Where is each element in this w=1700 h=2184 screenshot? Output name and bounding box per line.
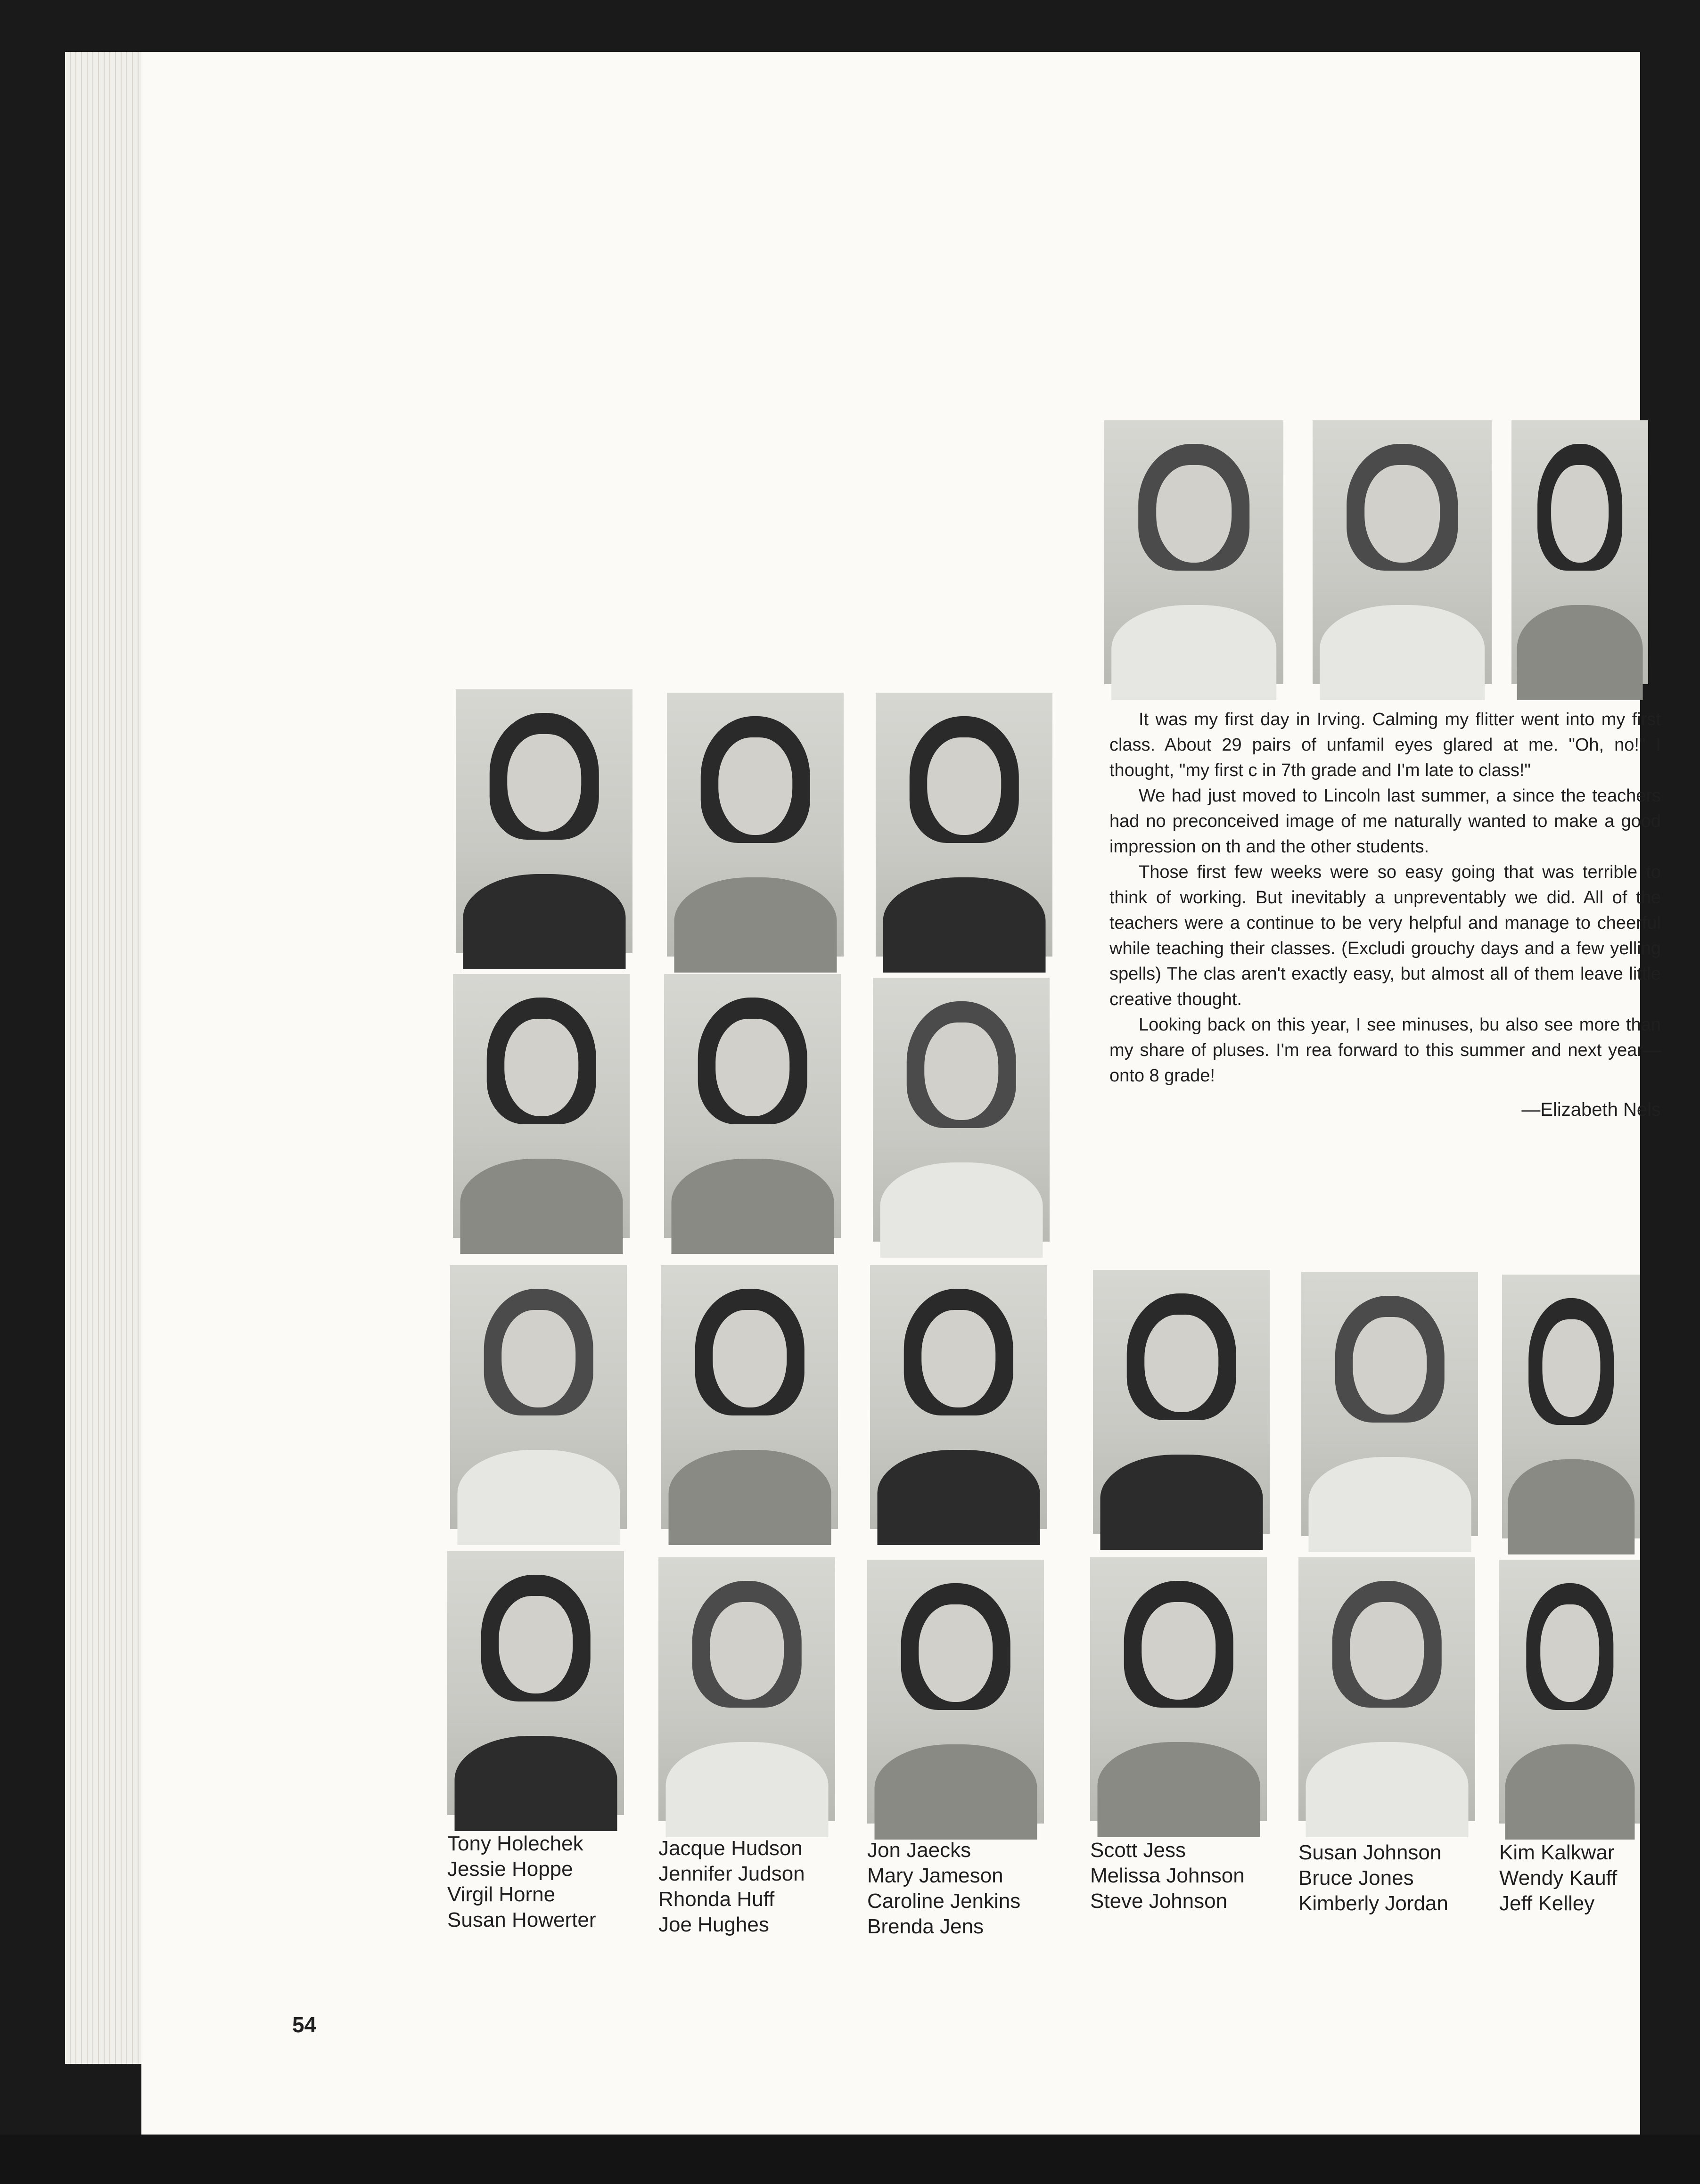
scan-border xyxy=(0,2135,1700,2184)
page-number: 54 xyxy=(292,2012,317,2037)
essay-paragraph: Those first few weeks were so easy going that was terrible to think of working. But inevitably a unpreventably we did. All of the teachers were a continue to be very helpful and manage to cheerful while teaching their classes. (Excludi grouchy days and a few yelling spells) The clas aren't exactly easy, but almost all of them leave little creative thought. xyxy=(1109,862,1661,1009)
student-name: Kimberly Jordan xyxy=(1298,1892,1448,1915)
student-photo xyxy=(450,1265,627,1529)
student-photo xyxy=(1499,1560,1640,1824)
student-name: Bruce Jones xyxy=(1298,1866,1414,1890)
student-name: Caroline Jenkins xyxy=(867,1890,1021,1913)
student-name: Jeff Kelley xyxy=(1499,1892,1595,1915)
name-column xyxy=(1090,1838,1298,1914)
student-photo xyxy=(1313,420,1492,684)
name-column xyxy=(1298,1840,1506,1916)
student-name: Brenda Jens xyxy=(867,1915,984,1938)
student-photo xyxy=(1301,1272,1478,1536)
student-photo xyxy=(1093,1270,1270,1534)
student-photo xyxy=(1298,1557,1475,1821)
student-photo xyxy=(453,974,630,1238)
essay-paragraph: We had just moved to Lincoln last summer, a since the teachers had no preconceived image of me naturally wanted to make a good impression on th and the other students. xyxy=(1109,786,1661,857)
student-name: Virgil Horne xyxy=(447,1883,556,1906)
student-name: Jacque Hudson xyxy=(658,1837,803,1860)
student-name: Wendy Kauff xyxy=(1499,1866,1618,1890)
student-name: Joe Hughes xyxy=(658,1913,769,1936)
student-photo xyxy=(661,1265,838,1529)
student-photo xyxy=(667,693,844,957)
student-photo xyxy=(658,1557,835,1821)
name-column xyxy=(658,1836,866,1938)
student-name: Jessie Hoppe xyxy=(447,1857,573,1881)
student-photo xyxy=(1511,420,1648,684)
essay-paragraph: Looking back on this year, I see minuses, bu also see more than my share of pluses. I'm rea forward to this summer and next year—onto 8 grade! xyxy=(1109,1015,1661,1086)
student-photo xyxy=(1104,420,1283,684)
student-name: Rhonda Huff xyxy=(658,1888,775,1911)
name-column xyxy=(1499,1840,1640,1916)
student-photo xyxy=(664,974,841,1238)
student-name: Susan Johnson xyxy=(1298,1841,1442,1864)
student-photo xyxy=(456,689,632,953)
essay-signature: —Elizabeth Nels xyxy=(1521,1099,1661,1120)
student-name: Mary Jameson xyxy=(867,1864,1003,1887)
student-photo xyxy=(447,1551,624,1815)
essay-paragraph: It was my first day in Irving. Calming my flitter went into my first class. About 29 pairs of unfamil eyes glared at me. "Oh, no!" I thought, "my first c in 7th grade and I'm late to class!" xyxy=(1109,710,1661,780)
student-photo xyxy=(876,693,1052,957)
student-essay xyxy=(1109,707,1661,1122)
student-name: Melissa Johnson xyxy=(1090,1864,1245,1887)
student-name: Kim Kalkwar xyxy=(1499,1841,1615,1864)
student-name: Susan Howerter xyxy=(447,1908,596,1931)
student-photo xyxy=(870,1265,1047,1529)
student-name: Steve Johnson xyxy=(1090,1890,1228,1913)
student-photo xyxy=(867,1560,1044,1824)
student-name: Scott Jess xyxy=(1090,1839,1186,1862)
student-name: Jon Jaecks xyxy=(867,1839,971,1862)
student-name: Jennifer Judson xyxy=(658,1862,805,1885)
name-column xyxy=(447,1831,655,1933)
yearbook-page xyxy=(141,52,1661,2135)
student-name: Tony Holechek xyxy=(447,1832,583,1855)
name-column xyxy=(867,1838,1075,1939)
student-photo xyxy=(1090,1557,1267,1821)
student-photo xyxy=(1502,1275,1640,1538)
student-photo xyxy=(873,978,1050,1242)
